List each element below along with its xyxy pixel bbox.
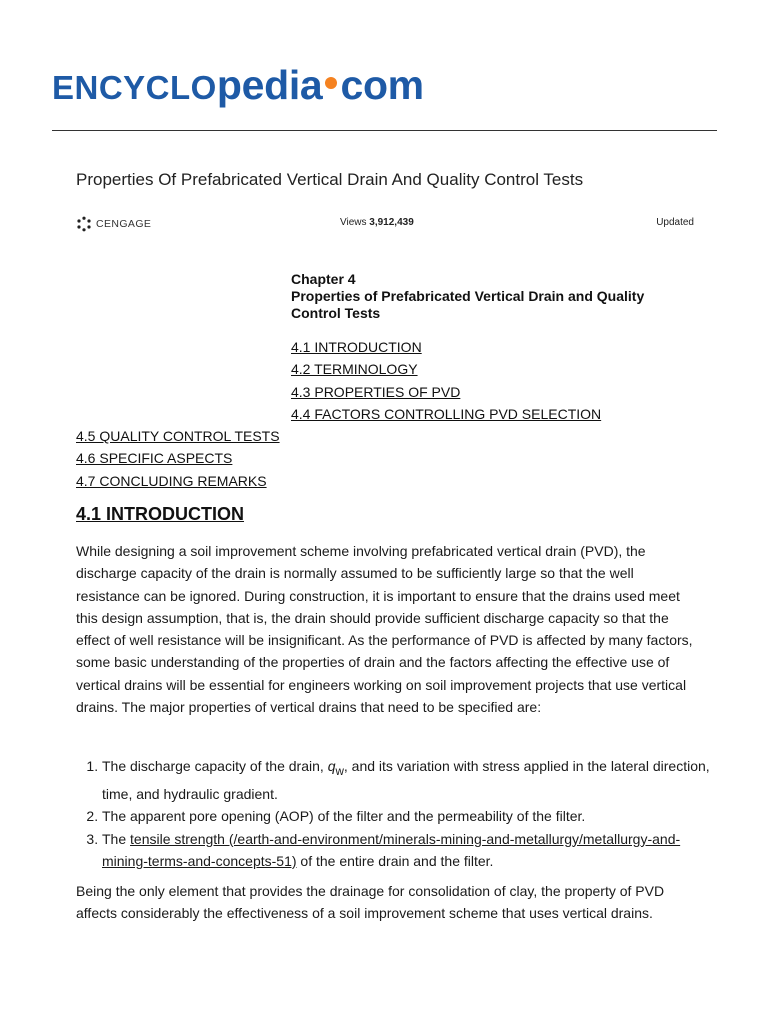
toc-item <box>76 425 280 447</box>
toc-link-quality-control[interactable]: 4.5 QUALITY CONTROL TESTS <box>76 428 280 444</box>
closing-paragraph: Being the only element that provides the drainage for consolidation of clay, the property of PVD affects considerably the effectiveness of a soil improvement scheme that uses vertical drains. <box>76 883 665 922</box>
list-item <box>102 828 722 873</box>
toc-item <box>291 358 601 380</box>
publisher <box>76 216 151 232</box>
variable-subscript: w <box>335 764 344 778</box>
cengage-logo-icon <box>76 216 92 232</box>
table-of-contents <box>291 336 601 425</box>
toc-link-introduction[interactable]: 4.1 INTRODUCTION <box>291 339 422 355</box>
toc-link-concluding-remarks[interactable]: 4.7 CONCLUDING REMARKS <box>76 472 267 489</box>
toc-item <box>291 403 601 425</box>
toc-link-terminology[interactable]: 4.2 TERMINOLOGY <box>291 361 418 378</box>
chapter-title: Properties of Prefabricated Vertical Drain and Quality Control Tests <box>291 288 645 321</box>
header-divider <box>52 130 717 131</box>
list-item-text: The <box>102 830 131 847</box>
toc-link-factors[interactable]: 4.4 FACTORS CONTROLLING PVD SELECTION <box>291 405 602 422</box>
updated-label: Updated <box>656 217 694 228</box>
article-meta <box>76 214 694 234</box>
site-logo[interactable] <box>52 62 424 106</box>
variable-q: q <box>327 758 336 774</box>
toc-item <box>291 381 601 403</box>
views-label: Views <box>340 217 367 228</box>
drain-properties-list <box>76 755 722 872</box>
page-title: Properties Of Prefabricated Vertical Drain And Quality Control Tests <box>76 170 584 189</box>
chapter-heading <box>291 271 691 322</box>
section-heading-introduction: 4.1 INTRODUCTION <box>76 504 245 524</box>
logo-text-encyclo: ENCYCLO <box>52 69 217 106</box>
toc-item <box>291 336 601 358</box>
list-item-text: The apparent pore opening (AOP) of the filter and the permeability of the filter. <box>102 808 586 825</box>
list-item-text: , and its variation with stress applied in the lateral direction, time, and hydraulic gradient. <box>102 758 710 803</box>
table-of-contents-continued <box>76 425 280 492</box>
intro-paragraph: While designing a soil improvement scheme involving prefabricated vertical drain (PVD), the discharge capacity of the drain is normally assumed to be sufficiently large so that the well resistance can be ignored. During construction, it is important to ensure that the drains used meet this design assumption, that is, the drain should provide sufficient discharge capacity so that the effect of well resistance will be insignificant. As the performance of PVD is affected by many factors, some basic understanding of the properties of drain and the factors affecting the effective use of vertical drains will be essential for engineers working on soil improvement projects that use vertical drains. The major properties of vertical drains that need to be specified are: <box>76 543 693 716</box>
views-number: 3,912,439 <box>369 217 414 228</box>
logo-text-pedia: pedia <box>216 62 323 108</box>
tensile-strength-link[interactable]: tensile strength (/earth-and-environment/minerals-mining-and-metallurgy/metallurgy-and-mining-terms-and-concepts-51) <box>102 830 681 869</box>
toc-link-specific-aspects[interactable]: 4.6 SPECIFIC ASPECTS <box>76 450 233 467</box>
list-item-text: The discharge capacity of the drain, <box>102 758 328 774</box>
logo-text-com: com <box>340 62 424 108</box>
toc-item <box>76 470 280 492</box>
toc-item <box>76 447 280 469</box>
views-count <box>340 217 414 228</box>
publisher-name: CENGAGE <box>96 218 152 230</box>
list-item <box>102 805 722 827</box>
list-item-text: of the entire drain and the filter. <box>296 852 494 869</box>
chapter-number: Chapter 4 <box>291 271 356 287</box>
list-item <box>102 755 722 805</box>
logo-dot-icon <box>325 77 337 89</box>
toc-link-properties[interactable]: 4.3 PROPERTIES OF PVD <box>291 383 461 400</box>
